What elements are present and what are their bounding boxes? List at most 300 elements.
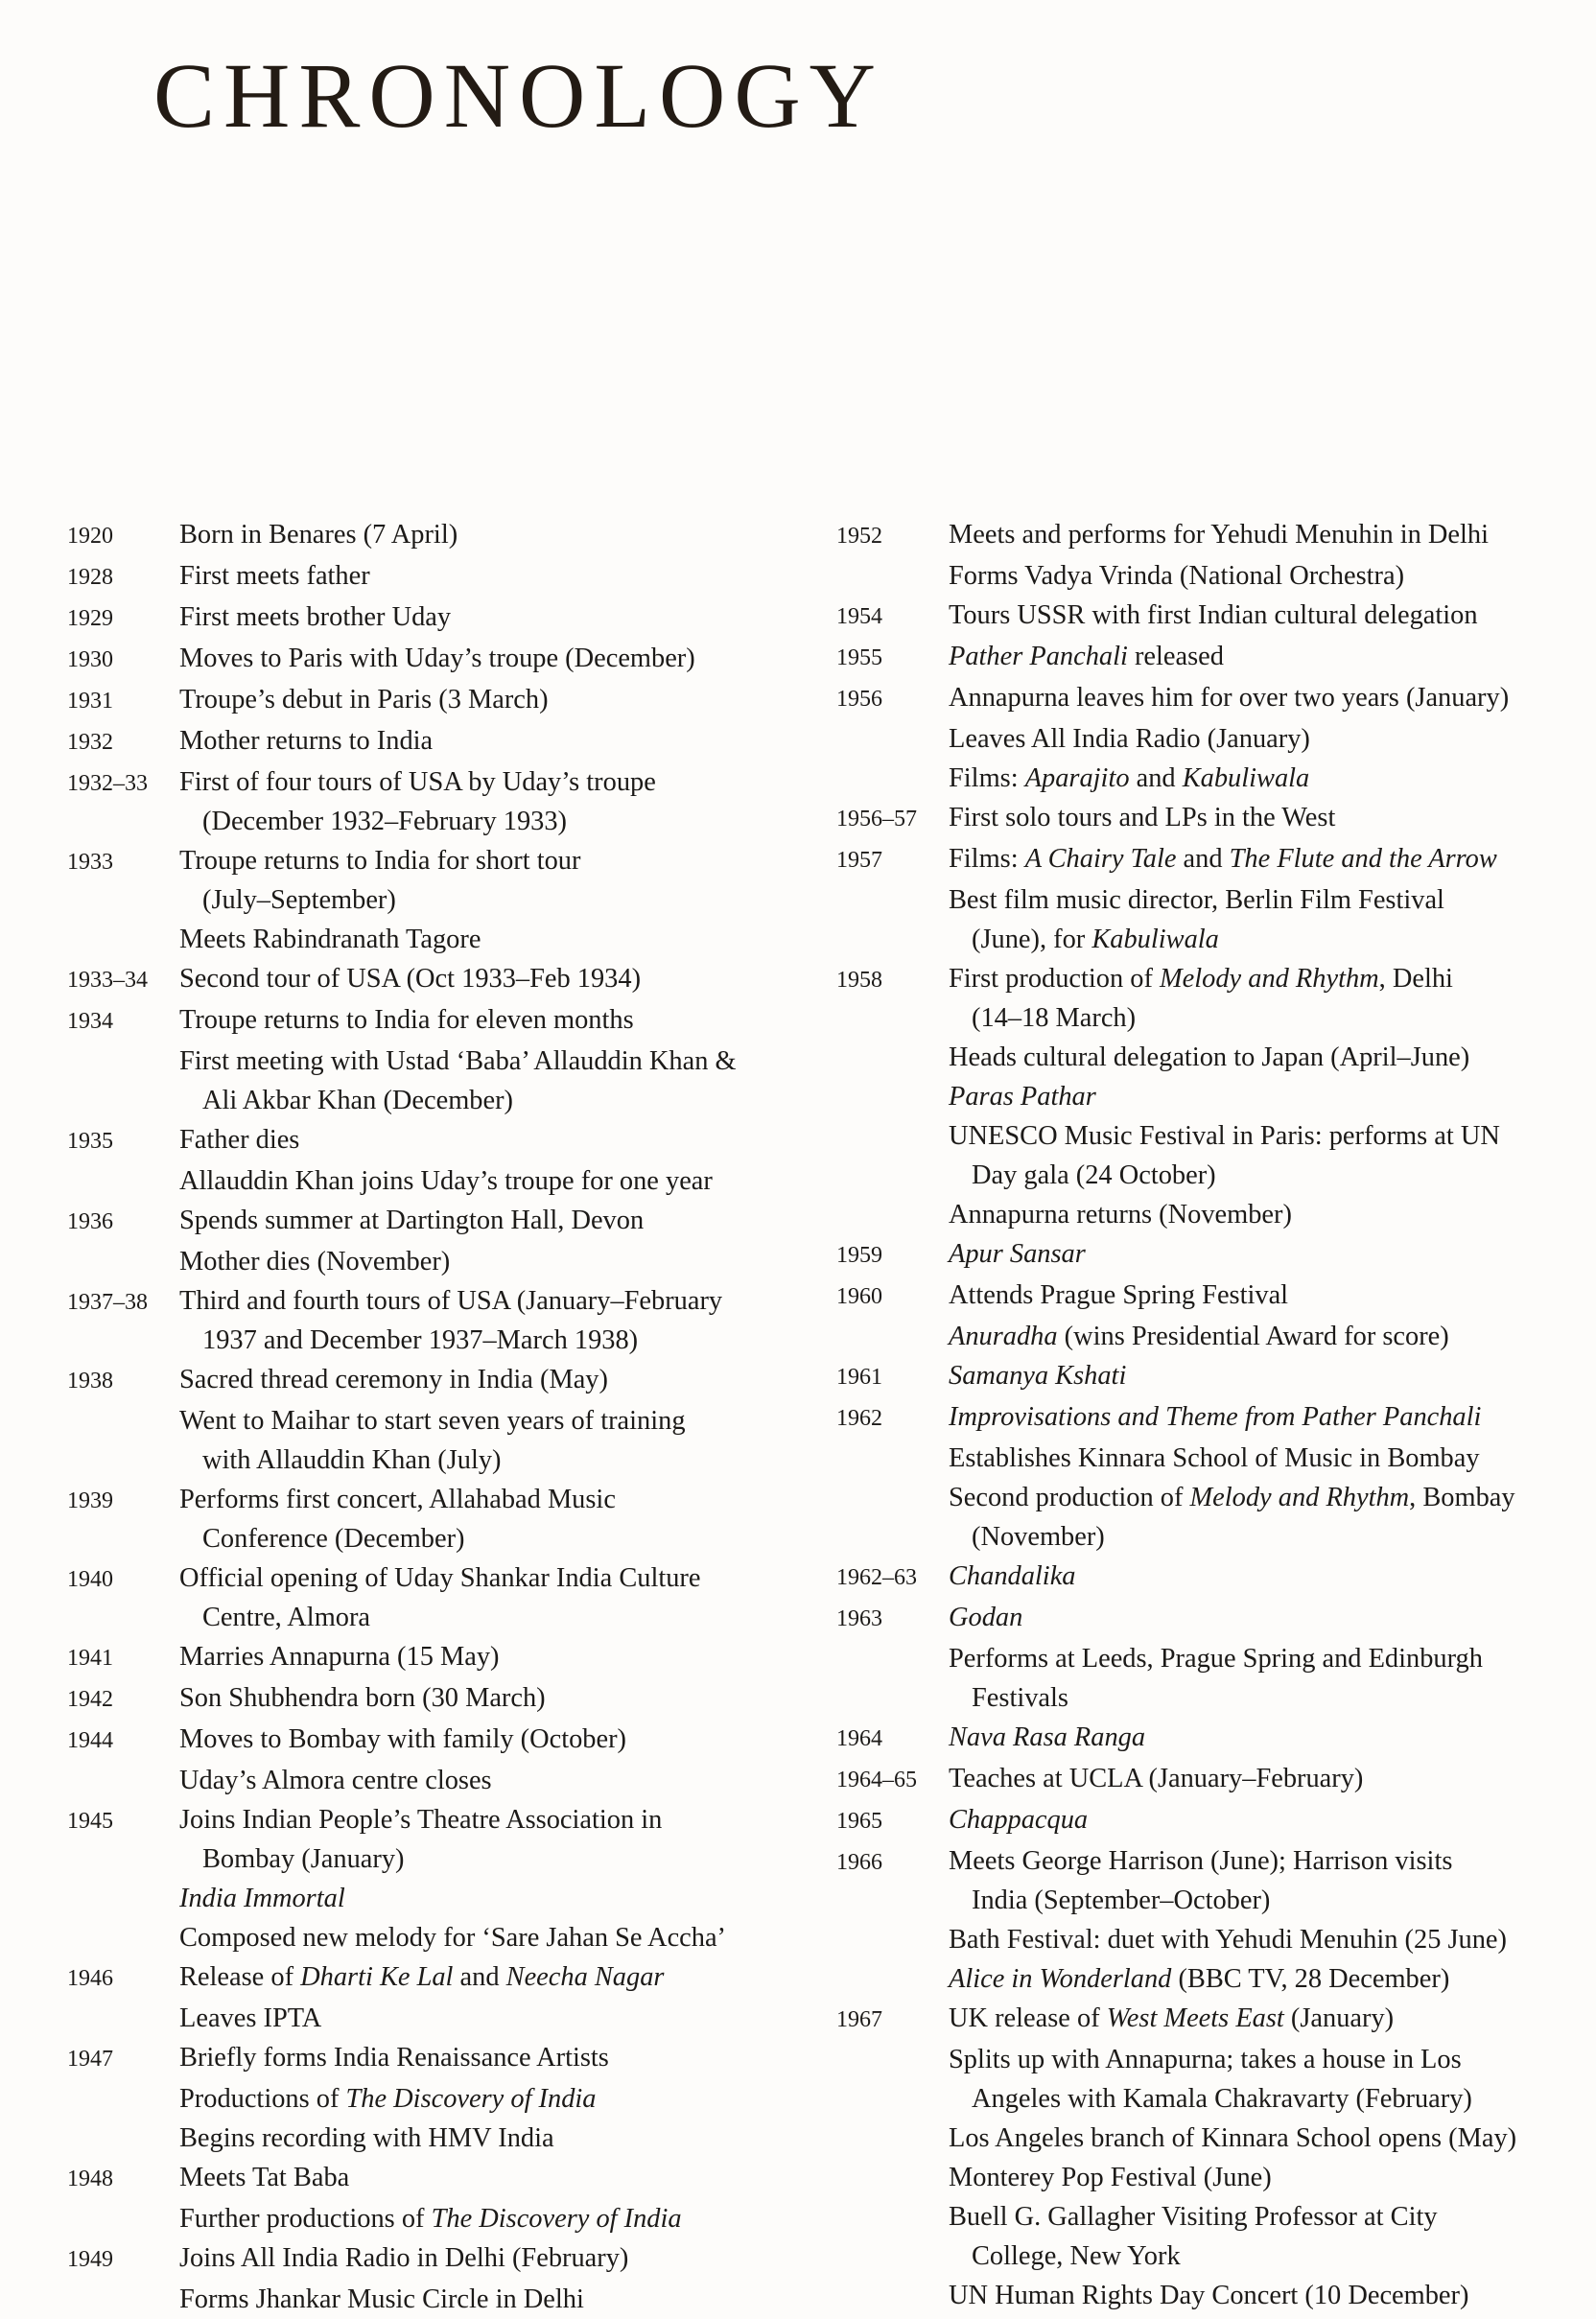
chronology-entry <box>67 2238 815 2280</box>
entry-text <box>179 639 815 678</box>
chronology-entry <box>67 1720 815 1761</box>
entry-continuation-line <box>179 1839 815 1879</box>
entry-segment: Moves to Bombay with family (October) <box>179 1724 626 1754</box>
entry-text <box>949 637 1584 676</box>
entry-line <box>179 1480 815 1519</box>
entry-segment: Establishes Kinnara School of Music in Bombay <box>949 1443 1480 1473</box>
entry-year <box>67 1879 179 1881</box>
entry-line <box>949 2158 1584 2197</box>
entry-line <box>949 1639 1584 1678</box>
chronology-left-column <box>67 515 815 2319</box>
chronology-entry <box>836 1116 1584 1195</box>
entry-continuation-line <box>179 880 815 920</box>
entry-segment: Official opening of Uday Shankar India Culture <box>179 1563 701 1593</box>
entry-line <box>179 1042 815 1081</box>
entry-segment: Uday’s Almora centre closes <box>179 1766 492 1795</box>
entry-line <box>179 1879 815 1918</box>
entry-segment: Bombay (January) <box>202 1844 405 1874</box>
chronology-entry <box>836 880 1584 959</box>
chronology-entry <box>836 1999 1584 2040</box>
entry-text <box>179 1360 815 1399</box>
chronology-entry <box>67 556 815 597</box>
entry-year: 1931 <box>67 689 113 714</box>
chronology-entry <box>836 1439 1584 1478</box>
entry-segment: Buell G. Gallagher Visiting Professor at City <box>949 2202 1438 2232</box>
entry-year: 1957 <box>836 848 882 873</box>
entry-segment: UN Human Rights Day Concert (10 December) <box>949 2281 1469 2310</box>
entry-segment: Splits up with Annapurna; takes a house in Los <box>949 2045 1462 2074</box>
entry-text <box>179 1558 815 1637</box>
entry-segment: released <box>1127 642 1224 671</box>
entry-segment: Mother returns to India <box>179 726 434 756</box>
chronology-entry <box>67 1281 815 1360</box>
chronology-entry <box>67 1918 815 1957</box>
entry-text <box>179 597 815 637</box>
entry-line <box>179 1120 815 1160</box>
entry-line <box>949 1276 1584 1315</box>
entry-year <box>836 759 949 761</box>
entry-segment: (wins Presidential Award for score) <box>1057 1322 1449 1351</box>
entry-year: 1961 <box>836 1365 882 1390</box>
entry-line <box>949 596 1584 635</box>
entry-title-italic: Alice in Wonderland <box>949 1964 1172 1994</box>
entry-line <box>949 1557 1584 1596</box>
entry-year: 1967 <box>836 2007 882 2032</box>
entry-line <box>179 1281 815 1321</box>
entry-continuation-line <box>179 1519 815 1558</box>
entry-text <box>179 1242 815 1281</box>
entry-line <box>179 1201 815 1240</box>
entry-text <box>179 2038 815 2077</box>
entry-year: 1948 <box>67 2167 113 2191</box>
entry-text <box>179 515 815 554</box>
entry-line <box>949 556 1584 596</box>
entry-segment: Meets and performs for Yehudi Menuhin in Delhi <box>949 520 1490 550</box>
entry-year: 1964 <box>836 1726 882 1751</box>
chronology-entry <box>67 920 815 959</box>
chronology-entry <box>836 637 1584 678</box>
entry-continuation-line <box>949 1678 1584 1718</box>
entry-text <box>949 1038 1584 1077</box>
entry-text <box>949 1759 1584 1798</box>
chronology-entry <box>836 2119 1584 2158</box>
entry-text <box>179 1161 815 1201</box>
entry-text <box>949 798 1584 837</box>
entry-text <box>949 1598 1584 1637</box>
entry-line <box>949 798 1584 837</box>
chronology-entry <box>67 1161 815 1201</box>
entry-continuation-line <box>949 2237 1584 2276</box>
entry-text <box>179 762 815 841</box>
entry-text <box>949 1920 1584 1959</box>
chronology-entry <box>836 1841 1584 1920</box>
entry-segment: Release of <box>179 1962 301 1992</box>
entry-year <box>836 1439 949 1441</box>
entry-segment: Films: <box>949 763 1025 793</box>
entry-text <box>179 1761 815 1800</box>
entry-segment: (January) <box>1283 2003 1395 2033</box>
entry-year: 1962 <box>836 1406 882 1431</box>
entry-year <box>836 1959 949 1961</box>
entry-title-italic: Dharti Ke Lal <box>300 1962 454 1992</box>
entry-segment: with Allauddin Khan (July) <box>202 1445 502 1475</box>
entry-segment: Meets Rabindranath Tagore <box>179 925 481 954</box>
entry-title-italic: A Chairy Tale <box>1024 844 1177 874</box>
chronology-entry <box>836 556 1584 596</box>
entry-text <box>949 880 1584 959</box>
entry-line <box>949 959 1584 998</box>
entry-text <box>179 556 815 596</box>
entry-title-italic: Apur Sansar <box>949 1239 1086 1269</box>
entry-text <box>179 1201 815 1240</box>
entry-segment: Films: <box>949 844 1025 874</box>
entry-line <box>179 1558 815 1598</box>
entry-text <box>179 841 815 920</box>
entry-line <box>949 1759 1584 1798</box>
entry-segment: (July–September) <box>202 885 396 915</box>
entry-year <box>67 1242 179 1244</box>
entry-segment: Angeles with Kamala Chakravarty (February) <box>972 2084 1472 2114</box>
entry-line <box>179 2119 815 2158</box>
entry-segment: Annapurna returns (November) <box>949 1200 1292 1230</box>
entry-segment: UNESCO Music Festival in Paris: performs at UN <box>949 1121 1500 1151</box>
entry-line <box>949 2276 1584 2315</box>
entry-year <box>67 2280 179 2282</box>
entry-text <box>179 1720 815 1759</box>
chronology-entry <box>67 1120 815 1161</box>
chronology-entry <box>836 1478 1584 1557</box>
entry-segment: Heads cultural delegation to Japan (April–June) <box>949 1042 1470 1072</box>
chronology-entry <box>67 1401 815 1480</box>
entry-year: 1956 <box>836 687 882 712</box>
entry-line <box>179 1761 815 1800</box>
entry-segment: (November) <box>972 1522 1105 1552</box>
entry-line <box>949 1397 1584 1437</box>
entry-title-italic: The Discovery of India <box>345 2084 597 2114</box>
entry-text <box>949 1317 1584 1356</box>
entry-text <box>949 1800 1584 1839</box>
entry-year: 1963 <box>836 1606 882 1631</box>
entry-line <box>949 1439 1584 1478</box>
entry-text <box>179 1918 815 1957</box>
entry-year: 1937–38 <box>67 1290 148 1315</box>
entry-text <box>949 1276 1584 1315</box>
chronology-entry <box>836 1397 1584 1439</box>
entry-text <box>949 1557 1584 1596</box>
entry-segment: Leaves All India Radio (January) <box>949 724 1310 754</box>
entry-segment: Annapurna leaves him for over two years (January) <box>949 683 1510 713</box>
chronology-entry <box>67 2158 815 2199</box>
entry-segment: Composed new melody for ‘Sare Jahan Se Accha’ <box>179 1923 727 1953</box>
entry-year: 1932 <box>67 730 113 755</box>
entry-year <box>836 1038 949 1040</box>
entry-segment: India (September–October) <box>972 1886 1271 1915</box>
entry-year: 1930 <box>67 647 113 672</box>
entry-year <box>836 1077 949 1079</box>
entry-line <box>949 1116 1584 1156</box>
chronology-entry <box>67 1558 815 1637</box>
entry-line <box>949 1356 1584 1395</box>
entry-segment: Monterey Pop Festival (June) <box>949 2163 1272 2192</box>
entry-text <box>949 2119 1584 2158</box>
entry-segment: First production of <box>949 964 1161 994</box>
entry-line <box>949 2119 1584 2158</box>
entry-year <box>836 2158 949 2160</box>
chronology-entry <box>836 2276 1584 2315</box>
entry-line <box>179 762 815 802</box>
entry-text <box>949 1639 1584 1718</box>
chronology-entry <box>836 1317 1584 1356</box>
entry-segment: (BBC TV, 28 December) <box>1171 1964 1450 1994</box>
chronology-entry <box>836 1356 1584 1397</box>
entry-segment: Allauddin Khan joins Uday’s troupe for one year <box>179 1166 713 1196</box>
entry-line <box>949 1598 1584 1637</box>
entry-year: 1954 <box>836 604 882 629</box>
entry-segment: Meets Tat Baba <box>179 2163 350 2192</box>
entry-text <box>179 920 815 959</box>
entry-line <box>179 556 815 596</box>
entry-year <box>67 2079 179 2081</box>
entry-line <box>179 1999 815 2038</box>
entry-title-italic: Kabuliwala <box>1182 763 1310 793</box>
entry-line <box>949 1317 1584 1356</box>
entry-text <box>949 2040 1584 2119</box>
entry-line <box>179 1918 815 1957</box>
chronology-entry <box>67 1000 815 1042</box>
entry-year <box>67 2199 179 2201</box>
entry-text <box>949 719 1584 759</box>
chronology-entry <box>836 1959 1584 1999</box>
entry-line <box>179 841 815 880</box>
entry-year <box>67 2119 179 2120</box>
chronology-entry <box>836 515 1584 556</box>
entry-segment: Second tour of USA (Oct 1933–Feb 1934) <box>179 964 642 994</box>
entry-continuation-line <box>949 1156 1584 1195</box>
entry-line <box>949 1077 1584 1116</box>
entry-line <box>179 1360 815 1399</box>
entry-title-italic: The Flute and the Arrow <box>1229 844 1497 874</box>
entry-text <box>949 556 1584 596</box>
entry-segment: Briefly forms India Renaissance Artists <box>179 2043 609 2073</box>
entry-segment: Born in Benares (7 April) <box>179 520 458 550</box>
entry-text <box>179 1999 815 2038</box>
entry-year: 1933–34 <box>67 968 148 993</box>
entry-text <box>179 1281 815 1360</box>
entry-line <box>179 2038 815 2077</box>
entry-segment: Productions of <box>179 2084 346 2114</box>
entry-line <box>949 637 1584 676</box>
entry-segment: (14–18 March) <box>972 1003 1137 1033</box>
entry-year: 1942 <box>67 1687 113 1712</box>
entry-line <box>949 1959 1584 1999</box>
entry-year <box>67 1761 179 1763</box>
entry-line <box>949 839 1584 878</box>
entry-segment: Troupe’s debut in Paris (3 March) <box>179 685 549 714</box>
chronology-entry <box>836 1718 1584 1759</box>
chronology-entry <box>836 2040 1584 2119</box>
entry-line <box>179 1678 815 1718</box>
entry-year: 1920 <box>67 524 113 549</box>
entry-text <box>949 2197 1584 2276</box>
entry-title-italic: Melody and Rhythm <box>1189 1483 1410 1512</box>
entry-year: 1947 <box>67 2047 113 2072</box>
entry-year <box>836 2040 949 2042</box>
chronology-entry <box>67 2199 815 2238</box>
entry-segment: Day gala (24 October) <box>972 1160 1216 1190</box>
entry-segment: Second production of <box>949 1483 1190 1512</box>
entry-continuation-line <box>949 998 1584 1038</box>
entry-line <box>179 959 815 998</box>
chronology-entry <box>67 1761 815 1800</box>
entry-year <box>836 1317 949 1319</box>
entry-text <box>949 1439 1584 1478</box>
entry-text <box>179 1480 815 1558</box>
entry-year <box>836 1116 949 1118</box>
entry-line <box>179 721 815 761</box>
entry-segment: First of four tours of USA by Uday’s troupe <box>179 767 656 797</box>
chronology-entry <box>836 1077 1584 1116</box>
entry-line <box>949 1234 1584 1274</box>
entry-segment: Troupe returns to India for short tour <box>179 846 581 876</box>
entry-segment: Teaches at UCLA (January–February) <box>949 1764 1364 1793</box>
entry-title-italic: Melody and Rhythm <box>1160 964 1379 994</box>
chronology-entry <box>67 841 815 920</box>
entry-year <box>836 1639 949 1641</box>
entry-year: 1936 <box>67 1209 113 1234</box>
entry-line <box>949 759 1584 798</box>
entry-text <box>179 1879 815 1918</box>
entry-line <box>179 515 815 554</box>
entry-segment: Best film music director, Berlin Film Festival <box>949 885 1444 915</box>
entry-continuation-line <box>179 1598 815 1637</box>
entry-year: 1964–65 <box>836 1768 917 1792</box>
entry-segment: Los Angeles branch of Kinnara School opens (May) <box>949 2123 1517 2153</box>
entry-text <box>179 1120 815 1160</box>
entry-text <box>179 1401 815 1480</box>
entry-line <box>179 1401 815 1441</box>
entry-segment: Meets George Harrison (June); Harrison visits <box>949 1846 1453 1876</box>
entry-segment: 1937 and December 1937–March 1938) <box>202 1325 639 1355</box>
entry-title-italic: Anuradha <box>949 1322 1058 1351</box>
entry-continuation-line <box>179 1321 815 1360</box>
entry-segment: Mother dies (November) <box>179 1247 451 1277</box>
entry-year: 1955 <box>836 645 882 670</box>
entry-title-italic: Chappacqua <box>949 1805 1089 1835</box>
entry-title-italic: Paras Pathar <box>949 1082 1096 1112</box>
entry-year <box>67 920 179 922</box>
entry-segment: UK release of <box>949 2003 1107 2033</box>
chronology-entry <box>836 1759 1584 1800</box>
chronology-entry <box>836 798 1584 839</box>
entry-line <box>179 1800 815 1839</box>
entry-line <box>949 1195 1584 1234</box>
entry-title-italic: The Discovery of India <box>431 2204 682 2234</box>
entry-year <box>836 719 949 721</box>
entry-text <box>949 1959 1584 1999</box>
entry-segment: Forms Vadya Vrinda (National Orchestra) <box>949 561 1405 591</box>
entry-segment: Troupe returns to India for eleven months <box>179 1005 634 1035</box>
chronology-entry <box>836 678 1584 719</box>
entry-line <box>949 2040 1584 2079</box>
entry-text <box>179 680 815 719</box>
entry-segment: First solo tours and LPs in the West <box>949 803 1336 832</box>
chronology-entry <box>67 680 815 721</box>
chronology-entry <box>67 1201 815 1242</box>
entry-continuation-line <box>949 2079 1584 2119</box>
entry-continuation-line <box>179 1081 815 1120</box>
chronology-entry <box>67 959 815 1000</box>
entry-text <box>179 1957 815 1997</box>
entry-text <box>949 1397 1584 1437</box>
entry-year <box>836 2276 949 2278</box>
entry-title-italic: Chandalika <box>949 1561 1076 1591</box>
entry-text <box>179 1042 815 1120</box>
entry-segment: Conference (December) <box>202 1524 465 1554</box>
chronology-entry <box>67 2079 815 2119</box>
entry-line <box>949 678 1584 717</box>
chronology-entry <box>67 1999 815 2038</box>
chronology-entry <box>836 759 1584 798</box>
entry-year: 1944 <box>67 1728 113 1753</box>
chronology-entry <box>67 1800 815 1879</box>
entry-text <box>949 1841 1584 1920</box>
entry-year: 1958 <box>836 968 882 993</box>
entry-segment: and <box>1176 844 1230 874</box>
entry-line <box>949 880 1584 920</box>
entry-text <box>949 1234 1584 1274</box>
chronology-entry <box>836 2197 1584 2276</box>
chronology-entry <box>836 1920 1584 1959</box>
entry-line <box>179 639 815 678</box>
entry-text <box>949 2158 1584 2197</box>
entry-year: 1932–33 <box>67 771 148 796</box>
entry-segment: Third and fourth tours of USA (January–February <box>179 1286 723 1316</box>
entry-text <box>179 2079 815 2119</box>
entry-segment: Attends Prague Spring Festival <box>949 1280 1289 1310</box>
entry-line <box>179 1000 815 1040</box>
entry-line <box>179 1242 815 1281</box>
chronology-right-column <box>836 515 1584 2315</box>
entry-text <box>949 1478 1584 1557</box>
entry-year <box>836 880 949 882</box>
entry-year <box>836 1920 949 1922</box>
entry-line <box>949 515 1584 554</box>
entry-text <box>179 1678 815 1718</box>
entry-year: 1959 <box>836 1243 882 1268</box>
chronology-entry <box>67 1042 815 1120</box>
chronology-entry <box>836 959 1584 1038</box>
chronology-entry <box>67 515 815 556</box>
entry-line <box>179 1720 815 1759</box>
entry-year: 1938 <box>67 1369 113 1394</box>
entry-segment: First meeting with Ustad ‘Baba’ Allauddin Khan & <box>179 1046 737 1076</box>
chronology-entry <box>836 839 1584 880</box>
entry-text <box>949 1356 1584 1395</box>
chronology-entry <box>67 639 815 680</box>
entry-year <box>836 556 949 558</box>
entry-text <box>949 1195 1584 1234</box>
entry-text <box>949 1718 1584 1757</box>
chronology-entry <box>836 1598 1584 1639</box>
chronology-entry <box>67 2038 815 2079</box>
entry-segment: Moves to Paris with Uday’s troupe (December) <box>179 644 695 673</box>
entry-text <box>179 2238 815 2278</box>
entry-year <box>67 1042 179 1043</box>
entry-line <box>179 597 815 637</box>
entry-text <box>949 2276 1584 2315</box>
entry-line <box>949 1478 1584 1517</box>
entry-segment: Father dies <box>179 1125 300 1155</box>
